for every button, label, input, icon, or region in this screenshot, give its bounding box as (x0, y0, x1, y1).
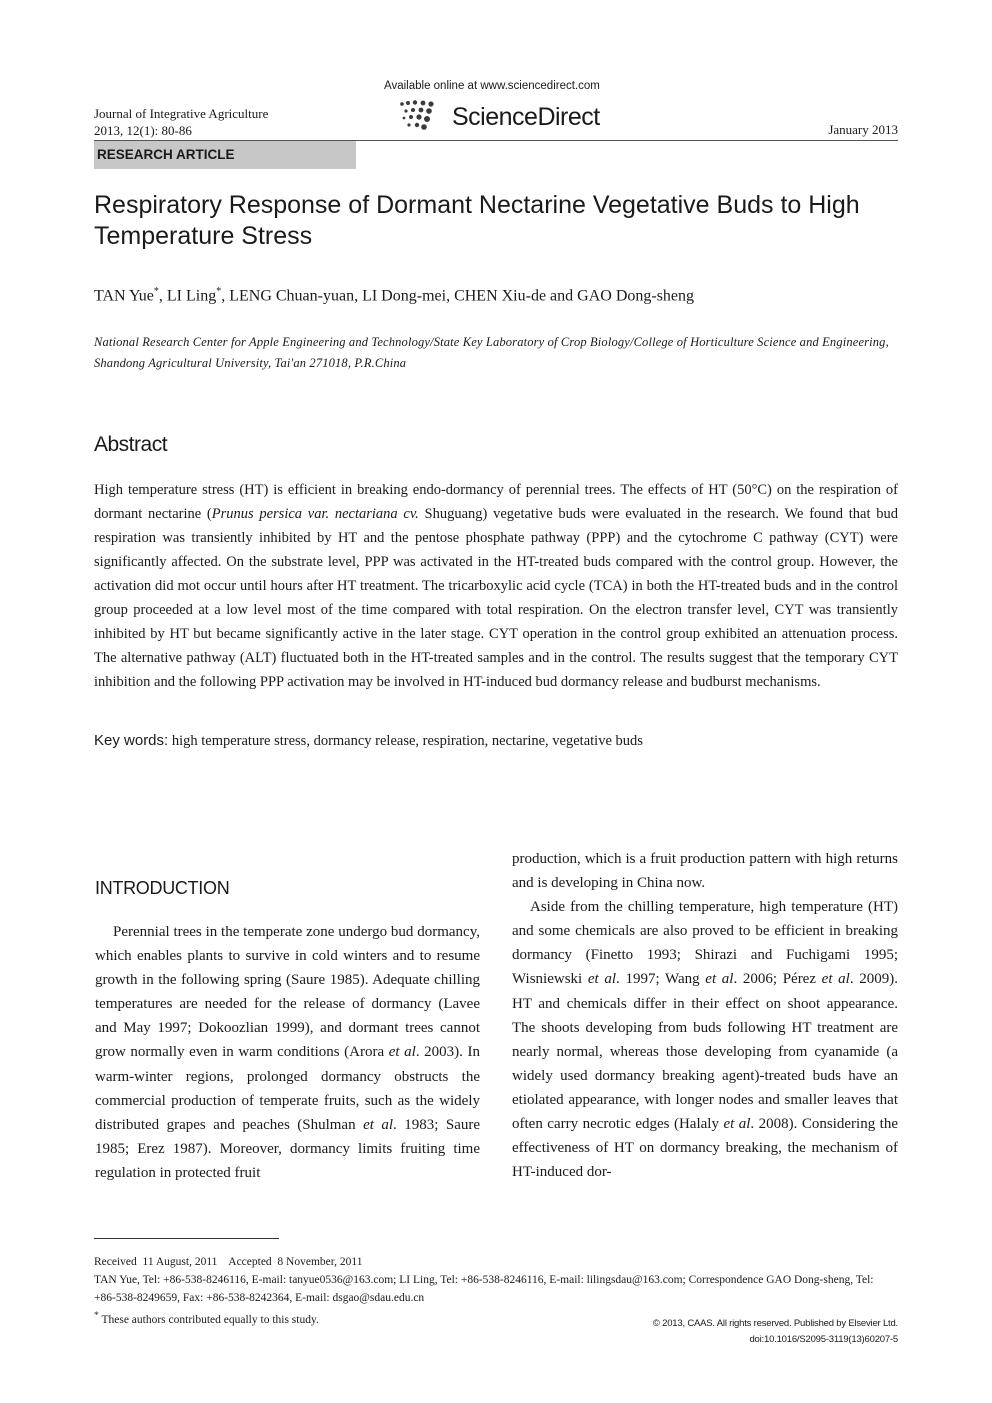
author-separator: , (354, 287, 363, 305)
paragraph-text: . 1983; Saure 1985; Erez 1987). Moreover, dormancy limits fruiting time regulation in protected fruit (95, 1116, 480, 1181)
available-online-text: Available online at www.sciencedirect.com (384, 80, 600, 92)
sciencedirect-logo-text: ScienceDirect (452, 103, 600, 131)
italic-citation: et al (587, 971, 617, 988)
italic-citation: et al (388, 1044, 416, 1061)
keywords-text: high temperature stress, dormancy release, respiration, nectarine, vegetative buds (171, 733, 643, 749)
article-title: Respiratory Response of Dormant Nectarine Vegetative Buds to High Temperature Stress (94, 191, 860, 250)
sciencedirect-logo-icon (398, 98, 438, 132)
equal-contribution-text: These authors contributed equally to this study. (98, 1313, 319, 1326)
paragraph-text: . 2003). In warm-winter regions, prolonged dormancy obstructs the commercial production of temperate fruits, such as the widely distributed grapes and peaches (Shulman (95, 1044, 480, 1133)
introduction-right-column (512, 847, 898, 1184)
journal-name: Journal of Integrative Agriculture (94, 106, 269, 121)
author-name: LI Ling (166, 287, 217, 305)
author-name: TAN Yue (94, 287, 154, 305)
footnote-rule (94, 1238, 279, 1239)
affiliation: National Research Center for Apple Engineering and Technology/State Key Laboratory of Crop Biology/College of Horticulture Science and Engineering, Shandong Agricultural University, Tai'an 271018, P.R.China (94, 335, 889, 370)
journal-citation (94, 105, 268, 139)
author-separator: , (446, 287, 455, 305)
abstract-heading: Abstract (94, 433, 168, 456)
keywords-label: Key words: (94, 732, 169, 749)
equal-contribution-mark: * (216, 286, 222, 297)
author-separator: and (546, 287, 578, 305)
paragraph-text: . 1997; Wang (616, 971, 706, 988)
author-separator: , (158, 287, 167, 305)
author-separator: , (221, 287, 230, 305)
abstract-body (94, 478, 898, 694)
paragraph-text: Perennial trees in the temperate zone undergo bud dormancy, which enables plants to survive in cold winters and to resume growth in the following spring (Saure 1985). Adequate chilling temperatures are needed for the release of dormancy (Lavee and May 1997; Dokoozlian 1999), and dormant trees cannot grow normally even in warm conditions (Arora (95, 924, 480, 1061)
author-name: LI Dong-mei (362, 287, 447, 305)
author-name: LENG Chuan-yuan (229, 287, 355, 305)
paragraph-text: . 2009). HT and chemicals differ in their effect on shoot appearance. The shoots developing from buds following HT treatment are nearly normal, whereas those developing from cyanamide (a widely used dormancy breaking agent)-treated buds have an etiolated appearance, with longer nodes and smaller leaves that often carry necrotic edges (Halaly (512, 971, 898, 1133)
abstract-text-2: Shuguang) vegetative buds were evaluated in the research. We found that bud respiration was transiently inhibited by HT and the pentose phosphate pathway (PPP) and the cytochrome C pathway (CYT) were significantly affected. On the substrate level, PPP was activated in the HT-treated buds compared with the control group. However, the activation did mot occur until hours after HT treatment. The tricarboxylic acid cycle (TCA) in both the HT-treated buds and in the control group proceeded at a low level most of the time compared with total respiration. On the electron transfer level, CYT was transiently inhibited by HT but became significantly active in the later stage. CYT operation in the control group exhibited an attenuation process. The alternative pathway (ALT) fluctuated both in the HT-treated samples and in the control. The results suggest that the temporary CYT inhibition and the following PPP activation may be involved in HT-induced bud dormancy release and budburst mechanisms. (94, 506, 898, 690)
introduction-left-column (95, 920, 480, 1185)
introduction-heading: INTRODUCTION (95, 878, 230, 898)
author-contacts: TAN Yue, Tel: +86-538-8246116, E-mail: tanyue0536@163.com; LI Ling, Tel: +86-538-8246116, E-mail: lilingsdau@163.com; Correspondence GAO Dong-sheng, Tel: +86-538-8249659, Fax: +86-538-8242364, E-mail: dsgao@sdau.edu.cn (94, 1274, 874, 1304)
intro-paragraph-1-cont: production, which is a fruit production pattern with high returns and is developing in China now. (512, 851, 898, 892)
copyright-block (653, 1316, 898, 1348)
received-dates: Received 11 August, 2011 Accepted 8 November, 2011 (94, 1256, 363, 1268)
intro-paragraph-1 (95, 920, 480, 1185)
italic-citation: et al (723, 1116, 751, 1133)
paragraph-text: . 2006; Pérez (733, 971, 822, 988)
species-name: Prunus persica var. nectariana cv. (211, 506, 419, 522)
italic-citation: et al (821, 971, 850, 988)
copyright-text: © 2013, CAAS. All rights reserved. Published by Elsevier Ltd. (652, 1318, 898, 1329)
paragraph-text: . 2008). Considering the effectiveness of HT on dormancy breaking, the mechanism of HT-induced dor- (512, 1116, 898, 1181)
journal-issue: 2013, 12(1): 80-86 (94, 123, 192, 138)
equal-contribution-mark: * (153, 286, 159, 297)
author-list (94, 286, 694, 305)
italic-citation: et al (363, 1116, 394, 1133)
issue-date: January 2013 (828, 122, 898, 137)
equal-mark: * (94, 1310, 99, 1321)
author-name: GAO Dong-sheng (577, 287, 695, 305)
abstract-text-1: High temperature stress (HT) is efficient in breaking endo-dormancy of perennial trees. The effects of HT (50°C) on the respiration of dormant nectarine ( (94, 482, 898, 522)
paragraph-text: Aside from the chilling temperature, high temperature (HT) and some chemicals are also proved to be efficient in breaking dormancy (Finetto 1993; Shirazi and Fuchigami 1995; Wisniewski (512, 899, 898, 988)
keywords (94, 732, 643, 750)
article-type-badge: RESEARCH ARTICLE (94, 141, 356, 169)
author-name: CHEN Xiu-de (454, 287, 547, 305)
intro-paragraph-2 (512, 895, 898, 1184)
italic-citation: et al (705, 971, 734, 988)
doi-text: doi:10.1016/S2095-3119(13)60207-5 (749, 1334, 898, 1345)
